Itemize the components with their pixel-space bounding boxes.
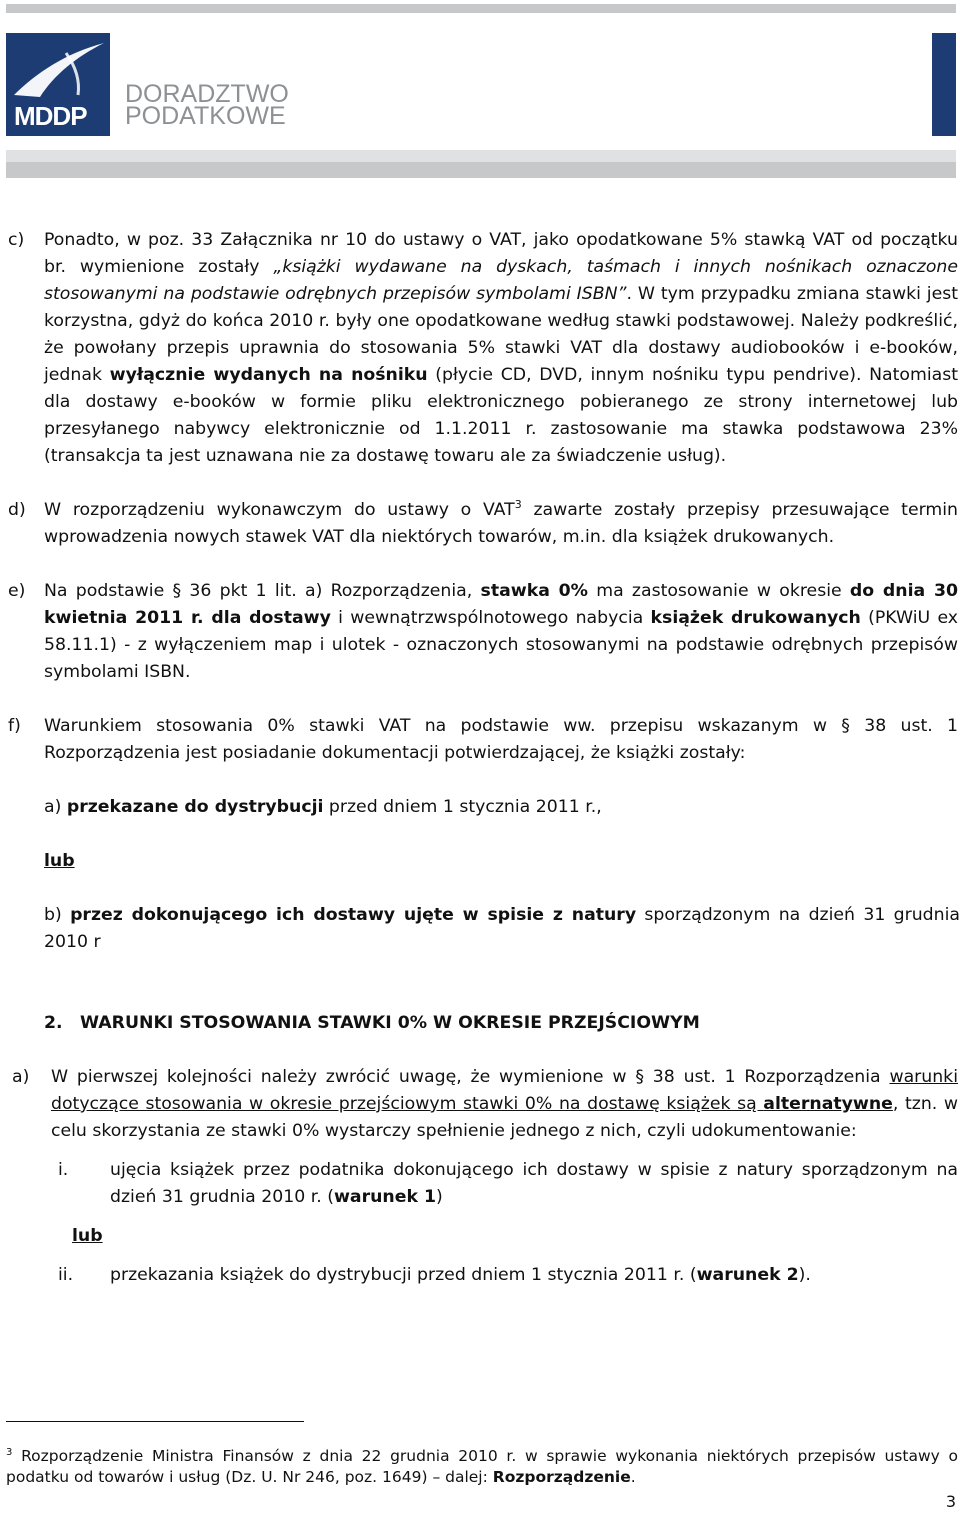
sub-marker: b) xyxy=(44,905,62,925)
item-marker: f) xyxy=(8,716,21,736)
sub-item-b xyxy=(0,902,960,956)
item-marker: c) xyxy=(8,230,25,250)
item-e xyxy=(0,578,960,686)
bold-text: Rozporządzenie xyxy=(492,1468,631,1486)
text: przed dniem 1 stycznia 2011 r., xyxy=(323,797,602,817)
footnote-separator xyxy=(6,1421,304,1422)
text: ma zastosowanie w okresie xyxy=(587,581,850,601)
section2-item-a xyxy=(0,1064,960,1145)
text: W pierwszej kolejności należy zwrócić uwagę, że wymienione w § 38 ust. 1 Rozporządzenia xyxy=(51,1067,890,1087)
bold-text: warunek 1 xyxy=(333,1187,436,1207)
item-marker: a) xyxy=(12,1067,30,1087)
brand-line-1: DORADZTWO xyxy=(125,80,289,108)
text: przekazania książek do dystrybucji przed dniem 1 stycznia 2011 r. ( xyxy=(110,1265,697,1285)
roman-item-ii xyxy=(0,1262,960,1289)
bold-text: warunek 2 xyxy=(696,1265,799,1285)
lub-connector-2: lub xyxy=(72,1226,103,1246)
sub-item-a xyxy=(0,794,960,821)
logo-mark-text: MDDP xyxy=(14,101,87,131)
section-heading xyxy=(0,1010,960,1037)
bold-text: wyłącznie wydanych na nośniku xyxy=(109,365,428,385)
brand-line-2: PODATKOWE xyxy=(125,102,286,130)
header-right-bar xyxy=(932,33,956,136)
bold-text: przez dokonującego ich dostawy ujęte w spisie z natury xyxy=(70,905,637,925)
footnote-number: 3 xyxy=(6,1446,13,1458)
text: W rozporządzeniu wykonawczym do ustawy o VAT xyxy=(44,500,515,520)
text: zawarte zostały przepisy przesuwające termin wprowadzenia nowych stawek VAT dla niektórych towarów, m.in. dla książek drukowanych. xyxy=(44,500,958,547)
page-number: 3 xyxy=(945,1492,956,1511)
text: ujęcia książek przez podatnika dokonującego ich dostawy w spisie z natury sporządzonym na dzień 31 grudnia 2010 r. ( xyxy=(110,1160,958,1207)
bold-text: do dnia 30 kwietnia 2011 r. dla dostawy xyxy=(44,581,958,628)
bold-underlined-text: alternatywne xyxy=(763,1094,893,1114)
roman-item-i xyxy=(0,1157,960,1211)
footnote-ref[interactable]: 3 xyxy=(514,498,522,512)
section-title: WARUNKI STOSOWANIA STAWKI 0% W OKRESIE PRZEJŚCIOWYM xyxy=(80,1013,700,1033)
text: ) xyxy=(435,1187,443,1207)
lub-connector: lub xyxy=(44,851,75,871)
text: . W tym przypadku zmiana stawki jest korzystna, gdyż do końca 2010 r. były one opodatkowane według stawki podstawowej. Należy podkreślić, że powołany przepis uprawnia do stosowania 5% stawki VAT dla dostawy audiobooków i e-booków, jednak xyxy=(44,284,958,385)
sub-marker: a) xyxy=(44,797,62,817)
italic-text: „książki wydawane na dyskach, taśmach i innych nośnikach oznaczone stosowanymi na podstawie odrębnych przepisów symbolami ISBN” xyxy=(44,257,958,304)
text: Rozporządzenie Ministra Finansów z dnia 22 grudnia 2010 r. w sprawie wykonania niektórych przepisów ustawy o podatku od towarów i usług (Dz. U. Nr 246, poz. 1649) – dalej: xyxy=(6,1447,958,1486)
text: Na podstawie § 36 pkt 1 lit. a) Rozporządzenia, xyxy=(44,581,481,601)
bold-text: przekazane do dystrybucji xyxy=(66,797,324,817)
document-body xyxy=(0,227,960,1289)
item-marker: e) xyxy=(8,581,26,601)
bold-text: stawka 0% xyxy=(480,581,588,601)
text: ). xyxy=(798,1265,811,1285)
roman-marker: ii. xyxy=(58,1265,74,1285)
mddp-logo xyxy=(6,33,110,136)
item-marker: d) xyxy=(8,500,26,520)
header-top-bar xyxy=(6,4,956,13)
text: (płycie CD, DVD, innym nośniku typu pendrive). Natomiast dla dostawy e-booków w formie pliku elektronicznego pobieranego ze strony internetowej lub przesyłanego nabywcy elektronicznie od 1.1.2011 r. zastosowanie ma stawka podstawowa 23% (transakcja ta jest uznawana nie za dostawę towaru ale za świadczenie usług). xyxy=(44,365,958,466)
header-bottom-bar-light xyxy=(6,150,956,162)
text: i wewnątrzwspólnotowego nabycia xyxy=(330,608,651,628)
item-c xyxy=(0,227,960,470)
text: Warunkiem stosowania 0% stawki VAT na podstawie ww. przepisu wskazanym w § 38 ust. 1 Rozporządzenia jest posiadanie dokumentacji potwierdzającej, że książki zostały: xyxy=(44,716,958,763)
text: (PKWiU ex 58.11.1) - z wyłączeniem map i ulotek - oznaczonych stosowanymi na podstawie odrębnych przepisów symbolami ISBN. xyxy=(44,608,959,682)
text: sporządzonym na dzień 31 grudnia 2010 r xyxy=(44,905,960,952)
item-d xyxy=(0,497,960,551)
text: . xyxy=(630,1468,636,1486)
text: Ponadto, w poz. 33 Załącznika nr 10 do ustawy o VAT, jako opodatkowane 5% stawką VAT od początku br. wymienione zostały xyxy=(44,230,958,277)
roman-marker: i. xyxy=(58,1160,69,1180)
underlined-text: warunki dotyczące stosowania w okresie przejściowym stawki 0% na dostawę książek są xyxy=(51,1067,958,1114)
text: , tzn. w celu skorzystania ze stawki 0% wystarczy spełnienie jednego z nich, czyli udokumentowanie: xyxy=(51,1094,959,1141)
footnote xyxy=(6,1446,958,1488)
item-f xyxy=(0,713,960,767)
bold-text: książek drukowanych xyxy=(650,608,861,628)
section-number: 2. xyxy=(44,1013,63,1033)
